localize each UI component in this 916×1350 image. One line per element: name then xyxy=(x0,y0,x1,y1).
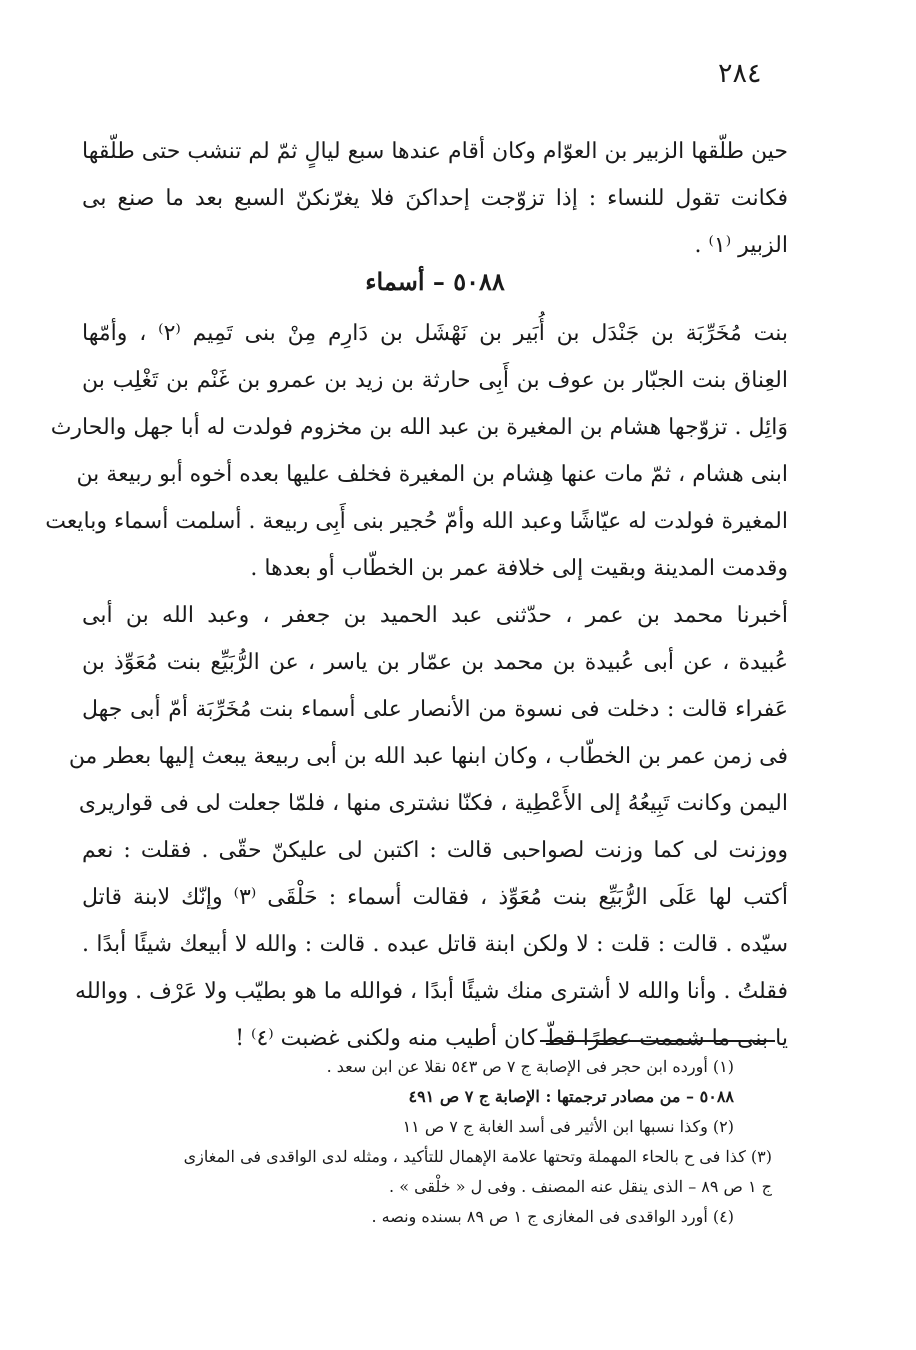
entry-heading: ٥٠٨٨ – أسماء xyxy=(365,267,505,296)
text-line: وَائِل . تزوّجها هشام بن المغيرة بن عبد الله بن مخزوم فولدت له أبا جهل والحارث xyxy=(50,415,788,440)
text-line: عُبيدة ، عن أبى عُبيدة بن محمد بن عمّار بن ياسر ، عن الرُّبَيِّع بنت مُعَوِّذ بن xyxy=(82,650,788,675)
text-line: حين طلّقها الزبير بن العوّام وكان أقام عندها سبع ليالٍ ثمّ لم تنشب حتى طلّقها xyxy=(82,139,788,164)
footnote-sources: ٥٠٨٨ – من مصادر ترجمتها : الإصابة ج ٧ ص ٤٩١ xyxy=(408,1087,734,1106)
footnote-3: (٣) كذا فى ح بالحاء المهملة وتحتها علامة الإهمال للتأكيد ، ومثله لدى الواقدى فى المغازى xyxy=(183,1147,772,1166)
footnote-2: (٢) وكذا نسبها ابن الأثير فى أسد الغابة ج ٧ ص ١١ xyxy=(402,1117,734,1136)
footnote-4: (٤) أورد الواقدى فى المغازى ج ١ ص ٨٩ بسنده ونصه . xyxy=(371,1207,734,1226)
text-line: الزبير ⁽١⁾ . xyxy=(694,233,788,258)
text-line: فكانت تقول للنساء : إذا تزوّجت إحداكنَ فلا يغرّنكنّ السبع بعد ما صنع بى xyxy=(82,186,788,211)
text-line: عَفراء قالت : دخلت فى نسوة من الأنصار على أسماء بنت مُخَرِّبَة أمّ أبى جهل xyxy=(82,697,788,722)
text-line: سيّده . قالت : قلت : لا ولكن ابنة قاتل عبده . قالت : والله لا أبيعك شيئًا أبدًا . xyxy=(82,932,788,957)
text-line: وقدمت المدينة وبقيت إلى خلافة عمر بن الخطّاب أو بعدها . xyxy=(250,556,788,581)
text-line: المغيرة فولدت له عيّاشًا وعبد الله وأمّ حُجير بنى أَبِى ربيعة . أسلمت أسماء وبايعت xyxy=(45,509,788,534)
biography-paragraph xyxy=(45,310,788,592)
text-line: ابنى هشام ، ثمّ مات عنها هِشام بن المغيرة فخلف عليها بعده أخوه أبو ربيعة بن xyxy=(76,462,788,487)
text-line: فى زمن عمر بن الخطّاب ، وكان ابنها عبد الله بن أبى ربيعة يبعث إليها بعطر من xyxy=(68,744,788,769)
text-line: يا بنى ما شممت عطرًا قطّ كان أطيب منه ولكنى غضبت ⁽٤⁾ ! xyxy=(235,1026,788,1051)
footnote-divider xyxy=(540,1040,775,1042)
footnotes xyxy=(82,1052,772,1232)
text-line: فقلتُ . وأنا والله لا أشترى منك شيئًا أبدًا ، فوالله ما هو بطيّب ولا عَرْف . ووالله xyxy=(75,979,788,1004)
footnote-3-continued: ج ١ ص ٨٩ – الذى ينقل عنه المصنف . وفى ل « خلْقى » . xyxy=(389,1177,772,1196)
page-number: ٢٨٤ xyxy=(718,58,762,89)
text-line: ووزنت لى كما وزنت لصواحبى قالت : اكتبن لى عليكنّ حقّى . فقلت : نعم xyxy=(82,838,788,863)
text-line: أخبرنا محمد بن عمر ، حدّثنى عبد الحميد بن جعفر ، وعبد الله بن أبى xyxy=(82,603,788,628)
text-line: العِناق بنت الجبّار بن عوف بن أَبِى حارثة بن زيد بن عمرو بن غَنْم بن تَغْلِب بن xyxy=(82,368,788,393)
text-line: اليمن وكانت تَبِيعُهُ إلى الأَعْطِية ، فكنّا نشترى منها ، فلمّا جعلت لى فى قواريرى xyxy=(78,791,788,816)
text-line: أكتب لها عَلَى الرُّبَيِّع بنت مُعَوِّذ ، فقالت أسماء : حَلْقَى ⁽٣⁾ وإنّك لابنة قاتل xyxy=(82,885,788,910)
footnote-1: (١) أورده ابن حجر فى الإصابة ج ٧ ص ٥٤٣ نقلا عن ابن سعد . xyxy=(326,1057,734,1076)
narration-paragraph xyxy=(68,592,788,1062)
intro-paragraph xyxy=(82,128,788,269)
text-line: بنت مُخَرِّبَة بن جَنْدَل بن أُبَير بن نَهْشَل بن دَارِم مِنْ بنى تَمِيم ⁽٢⁾ ، وأمّها xyxy=(82,321,788,346)
